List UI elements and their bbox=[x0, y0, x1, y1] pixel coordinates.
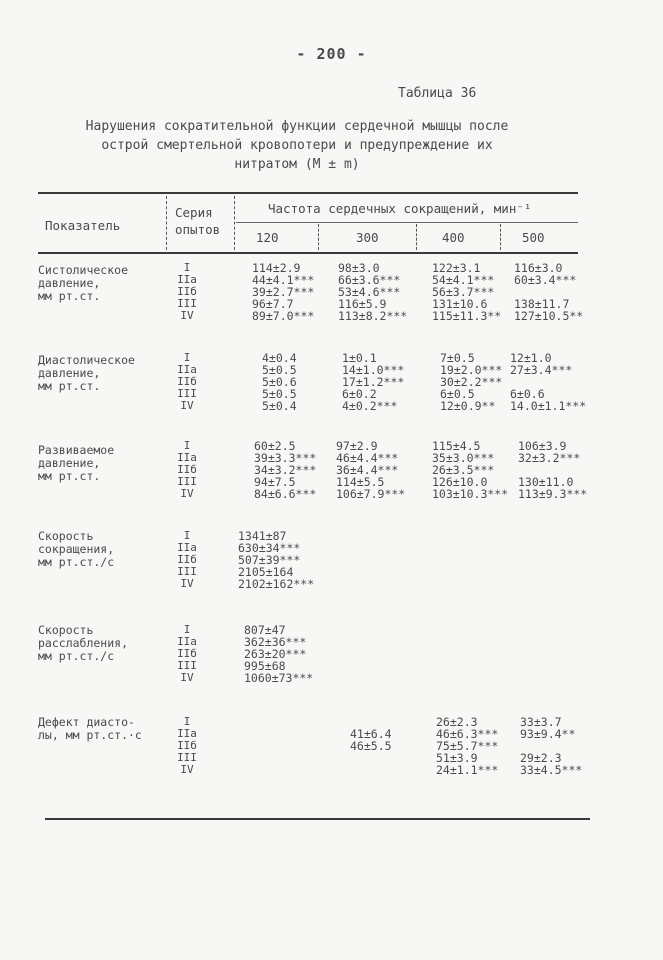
series-label: I bbox=[183, 351, 191, 364]
value-cell: 35±3.0*** bbox=[432, 451, 495, 465]
series-label: IIб bbox=[177, 739, 197, 752]
freq-400: 400 bbox=[442, 230, 465, 245]
values-500 bbox=[510, 352, 586, 412]
table-top-rule bbox=[38, 192, 578, 194]
value-cell: 34±3.2*** bbox=[254, 463, 317, 477]
value-cell: 54±4.1*** bbox=[432, 273, 495, 287]
value-cell: 115±4.5 bbox=[432, 439, 481, 453]
column-header-indicator: Показатель bbox=[45, 218, 121, 233]
series-label: IIа bbox=[177, 273, 197, 286]
value-cell: 6±0.2 bbox=[342, 387, 377, 401]
series-label: IIб bbox=[177, 285, 197, 298]
indicator-line: Развиваемое bbox=[38, 443, 115, 457]
freq-divider-3 bbox=[500, 224, 501, 250]
value-cell: 114±5.5 bbox=[336, 475, 385, 489]
value-cell: 26±3.5*** bbox=[432, 463, 495, 477]
series-label: IV bbox=[180, 577, 194, 590]
series-labels bbox=[175, 624, 199, 684]
freq-120: 120 bbox=[256, 230, 279, 245]
series-header-line-1: Серия bbox=[175, 205, 213, 220]
indicator-name bbox=[38, 444, 114, 483]
value-cell: 32±3.2*** bbox=[518, 451, 581, 465]
value-cell: 75±5.7*** bbox=[436, 739, 499, 753]
indicator-name bbox=[38, 354, 135, 393]
value-cell: 116±5.9 bbox=[338, 297, 387, 311]
value-cell: 995±68 bbox=[244, 659, 286, 673]
freq-300: 300 bbox=[356, 230, 379, 245]
value-cell: 36±4.4*** bbox=[336, 463, 399, 477]
value-cell: 27±3.4*** bbox=[510, 363, 573, 377]
value-cell: 116±3.0 bbox=[514, 261, 563, 275]
value-cell: 39±2.7*** bbox=[252, 285, 315, 299]
indicator-line: Скорость bbox=[38, 623, 94, 637]
header-bottom-rule bbox=[38, 252, 578, 254]
series-label: III bbox=[177, 475, 197, 488]
value-cell: 113±8.2*** bbox=[338, 309, 408, 323]
values-400 bbox=[432, 262, 501, 322]
value-cell: 106±7.9*** bbox=[336, 487, 406, 501]
indicator-line: мм рт.ст./с bbox=[38, 649, 115, 663]
series-label: III bbox=[177, 659, 197, 672]
value-cell: 115±11.3** bbox=[432, 309, 502, 323]
value-cell: 94±7.5 bbox=[254, 475, 296, 489]
series-label: I bbox=[183, 623, 191, 636]
freq-divider-1 bbox=[318, 224, 319, 250]
series-label: III bbox=[177, 565, 197, 578]
value-cell: 7±0.5 bbox=[440, 351, 475, 365]
series-label: I bbox=[183, 715, 191, 728]
indicator-line: Скорость bbox=[38, 529, 94, 543]
value-cell: 1341±87 bbox=[238, 529, 287, 543]
indicator-line: Дефект диасто- bbox=[38, 715, 135, 729]
table-bottom-rule bbox=[45, 818, 590, 820]
series-header-line-2: опытов bbox=[175, 222, 221, 237]
value-cell: 5±0.5 bbox=[262, 387, 297, 401]
indicator-line: давление, bbox=[38, 276, 101, 290]
indicator-line: мм рт.ст. bbox=[38, 289, 101, 303]
page-number: - 200 - bbox=[296, 45, 367, 63]
indicator-line: мм рт.ст. bbox=[38, 379, 101, 393]
value-cell: 130±11.0 bbox=[518, 475, 574, 489]
series-labels bbox=[175, 440, 199, 500]
indicator-line: давление, bbox=[38, 366, 101, 380]
value-cell: 14±1.0*** bbox=[342, 363, 405, 377]
value-cell: 630±34*** bbox=[238, 541, 301, 555]
series-label: IIб bbox=[177, 553, 197, 566]
value-cell: 12±0.9** bbox=[440, 399, 496, 413]
series-label: I bbox=[183, 439, 191, 452]
series-labels bbox=[175, 352, 199, 412]
value-cell: 19±2.0*** bbox=[440, 363, 503, 377]
value-cell: 2102±162*** bbox=[238, 577, 315, 591]
values-120 bbox=[254, 440, 316, 500]
value-cell: 97±2.9 bbox=[336, 439, 378, 453]
value-cell: 60±2.5 bbox=[254, 439, 296, 453]
value-cell: 113±9.3*** bbox=[518, 487, 588, 501]
series-label: IIа bbox=[177, 727, 197, 740]
value-cell: 53±4.6*** bbox=[338, 285, 401, 299]
value-cell: 17±1.2*** bbox=[342, 375, 405, 389]
value-cell: 5±0.5 bbox=[262, 363, 297, 377]
indicator-line: давление, bbox=[38, 456, 101, 470]
value-cell: 2105±164 bbox=[238, 565, 294, 579]
values-300 bbox=[342, 352, 404, 412]
series-label: IIа bbox=[177, 451, 197, 464]
values-300 bbox=[336, 440, 405, 500]
value-cell: 5±0.4 bbox=[262, 399, 297, 413]
value-cell: 114±2.9 bbox=[252, 261, 301, 275]
value-cell: 807±47 bbox=[244, 623, 286, 637]
indicator-name bbox=[38, 530, 114, 569]
indicator-name bbox=[38, 624, 128, 663]
series-labels bbox=[175, 262, 199, 322]
value-cell: 30±2.2*** bbox=[440, 375, 503, 389]
series-label: III bbox=[177, 297, 197, 310]
value-cell: 127±10.5** bbox=[514, 309, 584, 323]
value-cell: 1060±73*** bbox=[244, 671, 314, 685]
value-cell: 41±6.4 bbox=[350, 727, 392, 741]
value-cell: 89±7.0*** bbox=[252, 309, 315, 323]
series-label: IIа bbox=[177, 635, 197, 648]
value-cell: 362±36*** bbox=[244, 635, 307, 649]
indicator-line: мм рт.ст./с bbox=[38, 555, 115, 569]
freq-divider-2 bbox=[416, 224, 417, 250]
series-labels bbox=[175, 716, 199, 776]
values-300 bbox=[350, 716, 392, 776]
caption-line-3: нитратом (M ± m) bbox=[234, 157, 360, 172]
indicator-line: лы, мм рт.ст.·с bbox=[38, 728, 142, 742]
caption-line-2: острой смертельной кровопотери и предупреждение их bbox=[101, 138, 493, 153]
value-cell: 14.0±1.1*** bbox=[510, 399, 587, 413]
table-label: Таблица 36 bbox=[398, 86, 477, 101]
values-120 bbox=[252, 262, 314, 322]
value-cell: 44±4.1*** bbox=[252, 273, 315, 287]
value-cell: 1±0.1 bbox=[342, 351, 377, 365]
value-cell: 46±6.3*** bbox=[436, 727, 499, 741]
table-caption bbox=[62, 117, 532, 174]
value-cell: 6±0.5 bbox=[440, 387, 475, 401]
series-label: IIа bbox=[177, 541, 197, 554]
value-cell: 138±11.7 bbox=[514, 297, 570, 311]
value-cell: 4±0.4 bbox=[262, 351, 297, 365]
caption-line-1: Нарушения сократительной функции сердечной мышцы после bbox=[85, 119, 509, 134]
value-cell: 131±10.6 bbox=[432, 297, 488, 311]
column-header-freq-group: Частота сердечных сокращений, мин⁻¹ bbox=[268, 201, 532, 216]
value-cell: 126±10.0 bbox=[432, 475, 488, 489]
indicator-name bbox=[38, 716, 142, 742]
series-labels bbox=[175, 530, 199, 590]
value-cell: 33±4.5*** bbox=[520, 763, 583, 777]
value-cell: 93±9.4** bbox=[520, 727, 576, 741]
value-cell: 24±1.1*** bbox=[436, 763, 499, 777]
series-label: IV bbox=[180, 399, 194, 412]
values-120 bbox=[244, 624, 313, 684]
value-cell: 33±3.7 bbox=[520, 715, 562, 729]
value-cell: 60±3.4*** bbox=[514, 273, 577, 287]
value-cell: 84±6.6*** bbox=[254, 487, 317, 501]
series-label: IV bbox=[180, 763, 194, 776]
values-120 bbox=[262, 352, 297, 412]
indicator-line: Систолическое bbox=[38, 263, 129, 277]
indicator-line: расслабления, bbox=[38, 636, 129, 650]
column-header-series bbox=[175, 204, 220, 238]
series-label: IIа bbox=[177, 363, 197, 376]
value-cell bbox=[350, 764, 392, 776]
value-cell: 12±1.0 bbox=[510, 351, 552, 365]
value-cell: 51±3.9 bbox=[436, 751, 478, 765]
value-cell: 39±3.3*** bbox=[254, 451, 317, 465]
indicator-line: мм рт.ст. bbox=[38, 469, 101, 483]
value-cell: 46±4.4*** bbox=[336, 451, 399, 465]
freq-500: 500 bbox=[522, 230, 545, 245]
header-divider-2 bbox=[234, 196, 235, 250]
value-cell: 6±0.6 bbox=[510, 387, 545, 401]
value-cell: 5±0.6 bbox=[262, 375, 297, 389]
value-cell: 103±10.3*** bbox=[432, 487, 509, 501]
value-cell: 46±5.5 bbox=[350, 739, 392, 753]
value-cell: 66±3.6*** bbox=[338, 273, 401, 287]
values-400 bbox=[432, 440, 508, 500]
series-label: III bbox=[177, 751, 197, 764]
value-cell: 96±7.7 bbox=[252, 297, 294, 311]
series-label: IV bbox=[180, 487, 194, 500]
values-400 bbox=[440, 352, 502, 412]
series-label: III bbox=[177, 387, 197, 400]
indicator-line: Диастолическое bbox=[38, 353, 135, 367]
series-label: I bbox=[183, 261, 191, 274]
series-label: I bbox=[183, 529, 191, 542]
value-cell bbox=[350, 752, 392, 764]
value-cell: 56±3.7*** bbox=[432, 285, 495, 299]
value-cell: 507±39*** bbox=[238, 553, 301, 567]
indicator-line: сокращения, bbox=[38, 542, 115, 556]
values-500 bbox=[518, 440, 587, 500]
value-cell: 122±3.1 bbox=[432, 261, 481, 275]
value-cell: 106±3.9 bbox=[518, 439, 567, 453]
value-cell: 26±2.3 bbox=[436, 715, 478, 729]
freq-group-rule bbox=[236, 222, 578, 223]
value-cell: 98±3.0 bbox=[338, 261, 380, 275]
values-500 bbox=[520, 716, 582, 776]
values-300 bbox=[338, 262, 407, 322]
series-label: IIб bbox=[177, 375, 197, 388]
series-label: IV bbox=[180, 309, 194, 322]
value-cell: 29±2.3 bbox=[520, 751, 562, 765]
value-cell: 263±20*** bbox=[244, 647, 307, 661]
series-label: IV bbox=[180, 671, 194, 684]
values-120 bbox=[238, 530, 314, 590]
values-500 bbox=[514, 262, 583, 322]
values-400 bbox=[436, 716, 498, 776]
header-divider-1 bbox=[166, 196, 167, 250]
indicator-name bbox=[38, 264, 128, 303]
series-label: IIб bbox=[177, 647, 197, 660]
value-cell: 4±0.2*** bbox=[342, 399, 398, 413]
series-label: IIб bbox=[177, 463, 197, 476]
